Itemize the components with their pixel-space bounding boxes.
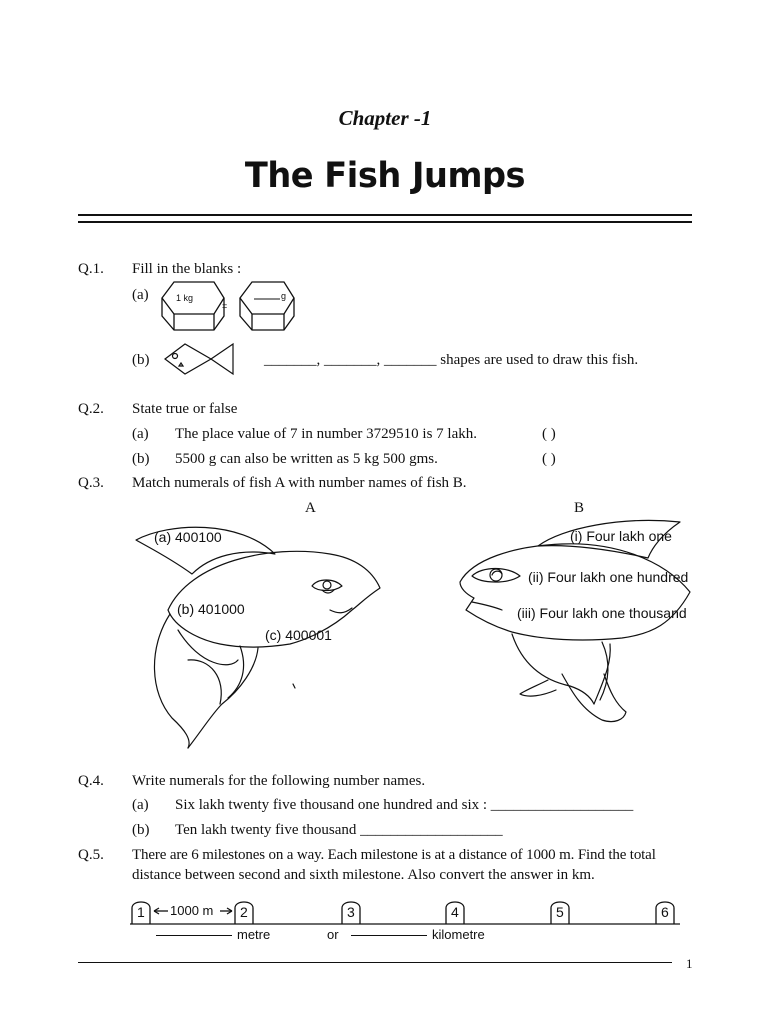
weight-g-label: g	[281, 291, 287, 301]
fish-a-heading: A	[305, 500, 316, 516]
fish-a-item-b: (b) 401000	[177, 601, 245, 617]
q2a-label: (a)	[132, 426, 149, 442]
q5-number: Q.5.	[78, 847, 104, 863]
answer-unit-metre: metre	[237, 927, 271, 942]
answer-unit-kilometre: kilometre	[432, 927, 485, 942]
equals-sign: =	[222, 301, 228, 311]
q2b-label: (b)	[132, 451, 150, 467]
q3-text: Match numerals of fish A with number names of fish B.	[132, 475, 467, 491]
simple-fish-icon	[163, 340, 237, 378]
q4b-label: (b)	[132, 822, 150, 838]
milestone-1: 1	[137, 904, 145, 920]
q4-text: Write numerals for the following number names.	[132, 773, 426, 789]
q2b-answer-box: ( )	[542, 451, 556, 467]
title-rule-bottom	[78, 221, 692, 223]
q1-text: Fill in the blanks :	[132, 261, 242, 277]
milestone-2: 2	[240, 904, 248, 920]
fish-a-drawing	[130, 518, 385, 750]
answer-or: or	[327, 927, 339, 942]
fish-a-item-a: (a) 400100	[154, 529, 222, 545]
answer-blank-metre	[156, 935, 232, 936]
title-rule-top	[78, 214, 692, 216]
footer-rule	[78, 962, 672, 963]
chapter-number: Chapter -1	[338, 106, 432, 130]
q2b-text: 5500 g can also be written as 5 kg 500 gms.	[175, 451, 438, 467]
q1a-label: (a)	[132, 287, 149, 303]
chapter-title: The Fish Jumps	[244, 156, 526, 196]
q4b-text: Ten lakh twenty five thousand ___________________	[175, 822, 503, 838]
answer-blank-km	[351, 935, 427, 936]
q1-number: Q.1.	[78, 261, 104, 277]
milestone-5: 5	[556, 904, 564, 920]
q2a-answer-box: ( )	[542, 426, 556, 442]
weight-blocks-figure	[158, 278, 298, 332]
milestone-4: 4	[451, 904, 459, 920]
q2-number: Q.2.	[78, 401, 104, 417]
q2a-text: The place value of 7 in number 3729510 is 7 lakh.	[175, 426, 478, 442]
page-number: 1	[686, 956, 693, 971]
milestone-distance: 1000 m	[170, 903, 214, 918]
fish-b-item-ii: (ii) Four lakh one hundred	[528, 569, 689, 585]
q1b-label: (b)	[132, 352, 150, 368]
q5-text-line1: There are 6 milestones on a way. Each milestone is at a distance of 1000 m. Find the total	[132, 847, 656, 863]
milestone-6: 6	[661, 904, 669, 920]
fish-a-item-c: (c) 400001	[265, 627, 332, 643]
q3-number: Q.3.	[78, 475, 104, 491]
fish-b-item-i: (i) Four lakh one	[570, 528, 672, 544]
q5-text-line2: distance between second and sixth milestone. Also convert the answer in km.	[132, 867, 595, 883]
q1b-text: _______, _______, _______ shapes are used to draw this fish.	[264, 352, 639, 368]
q4-number: Q.4.	[78, 773, 104, 789]
q2-text: State true or false	[132, 401, 238, 417]
q4a-label: (a)	[132, 797, 149, 813]
weight-1kg-label: 1 kg	[176, 293, 194, 303]
milestone-3: 3	[347, 904, 355, 920]
fish-b-heading: B	[574, 500, 585, 516]
q4a-text: Six lakh twenty five thousand one hundred and six : ___________________	[175, 797, 634, 813]
fish-b-item-iii: (iii) Four lakh one thousand	[517, 605, 687, 621]
